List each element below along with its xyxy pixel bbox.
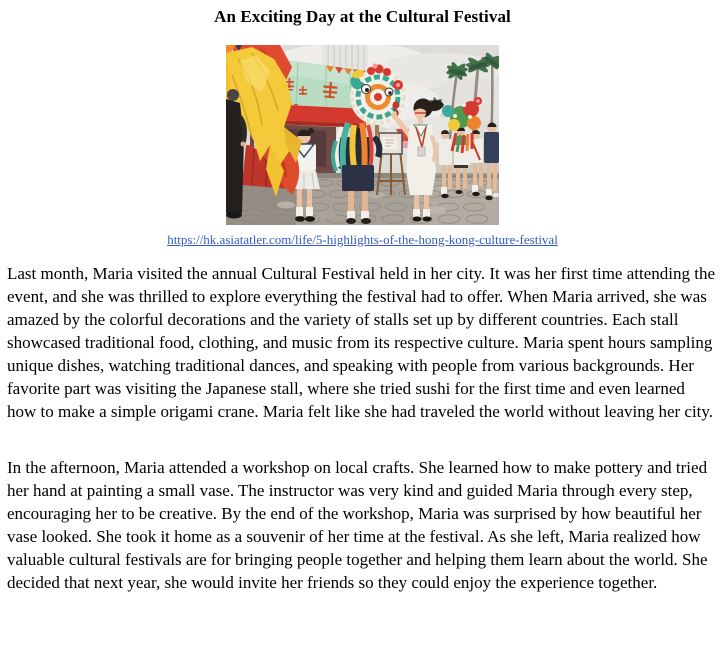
paragraph-2: In the afternoon, Maria attended a workshop on local crafts. She learned how to make pottery and tried her hand at painting a small vase. The instructor was very kind and guided Maria through every step, encouraging her to be creative. By the end of the workshop, Maria was surprised by how beautiful her vase looked. She took it home as a souvenir of her time at the festival. As she left, Maria realized how valuable cultural festivals are for bringing people together and helping them learn about the world. She decided that next year, she would invite her friends so they could enjoy the experience together. — [7, 458, 708, 592]
festival-photo-figure — [0, 45, 725, 247]
page-title: An Exciting Day at the Cultural Festival — [214, 7, 511, 26]
photo-caption — [0, 232, 725, 247]
document-page — [0, 7, 725, 651]
festival-photo-image — [226, 45, 499, 225]
source-link[interactable]: https://hk.asiatatler.com/life/5-highlights-of-the-hong-kong-culture-festival — [167, 232, 558, 247]
paragraph-1: Last month, Maria visited the annual Cultural Festival held in her city. It was her first time attending the event, and she was thrilled to explore everything the festival had to offer. When Maria arrived, she was amazed by the colorful decorations and the variety of stalls set up by different countries. Each stall showcased traditional food, clothing, and music from its respective culture. Maria spent hours sampling unique dishes, watching traditional dances, and speaking with people from various backgrounds. Her favorite part was visiting the Japanese stall, where she tried sushi for the first time and even learned how to make a simple origami crane. Maria felt like she had traveled the world without leaving her city. — [7, 264, 716, 421]
body-text — [7, 262, 718, 594]
